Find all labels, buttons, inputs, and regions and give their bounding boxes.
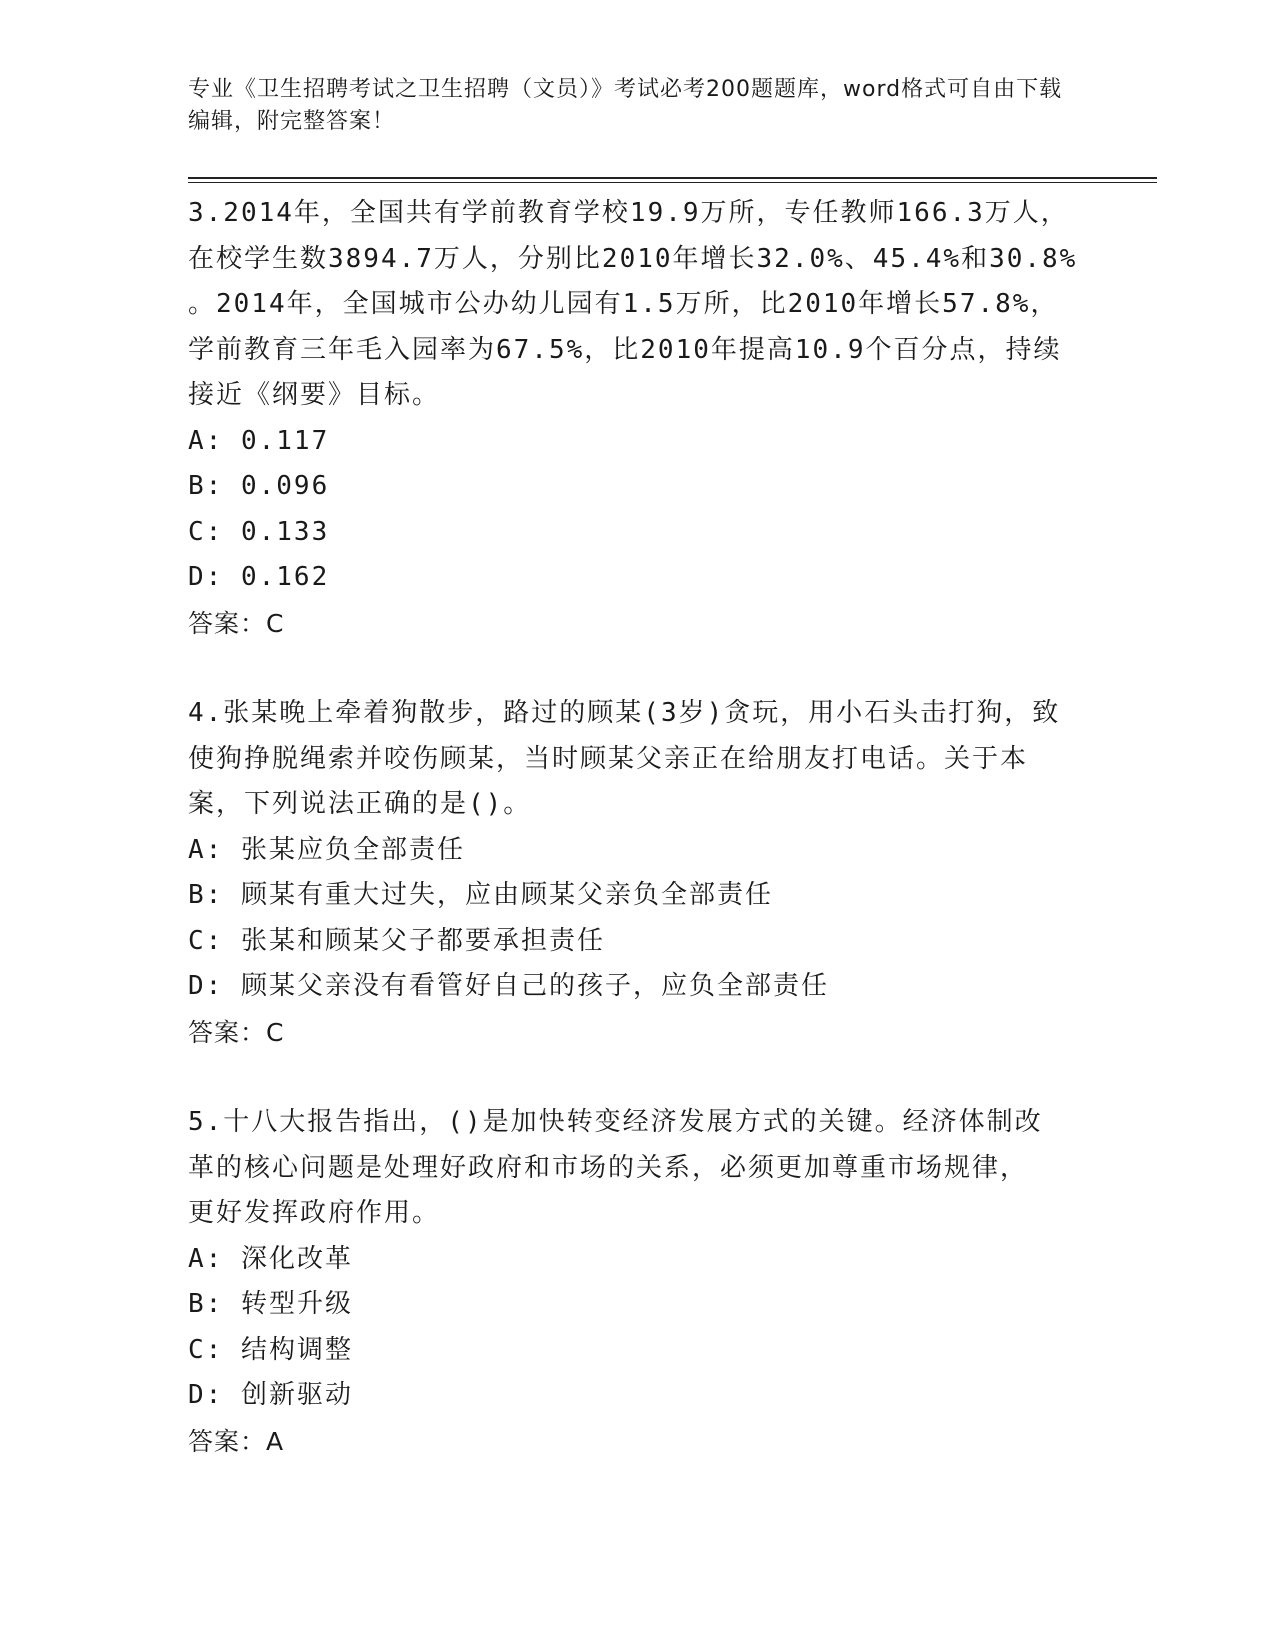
option-d: D: 0.162 bbox=[188, 562, 330, 592]
question-text: 4.张某晚上牵着狗散步，路过的顾某(3岁)贪玩，用小石头击打狗，致 使狗挣脱绳索并咬伤顾某，当时顾某父亲正在给朋友打电话。关于本 案，下列说法正确的是()。 bbox=[188, 698, 1061, 819]
question-list bbox=[188, 191, 1088, 1509]
question-3 bbox=[188, 191, 1088, 646]
answer: 答案：A bbox=[188, 1426, 285, 1456]
option-b: B: 0.096 bbox=[188, 471, 330, 501]
option-b: B: 转型升级 bbox=[188, 1289, 353, 1319]
option-c: C: 0.133 bbox=[188, 516, 330, 547]
option-a: A: 0.117 bbox=[188, 425, 330, 456]
question-text: 3.2014年，全国共有学前教育学校19.9万所，专任教师166.3万人， 在校学生数3894.7万人，分别比2010年增长32.0%、45.4%和30.8% 。2014年，全国城市公办幼儿园有1.5万所，比2010年增长57.8%， 学前教育三年毛入园率为67.5%，比2010年提高10.9个百分点，持续 接近《纲要》目标。 bbox=[188, 198, 1078, 410]
option-c: C: 结构调整 bbox=[188, 1334, 353, 1365]
option-a: A: 张某应负全部责任 bbox=[188, 834, 465, 865]
question-5 bbox=[188, 1100, 1088, 1464]
option-d: D: 创新驱动 bbox=[188, 1380, 353, 1410]
answer: 答案：C bbox=[188, 1017, 285, 1047]
option-a: A: 深化改革 bbox=[188, 1243, 353, 1274]
header-divider-thin bbox=[188, 182, 1157, 183]
option-d: D: 顾某父亲没有看管好自己的孩子，应负全部责任 bbox=[188, 971, 829, 1001]
question-4 bbox=[188, 691, 1088, 1055]
question-text: 5.十八大报告指出，()是加快转变经济发展方式的关键。经济体制改 革的核心问题是处理好政府和市场的关系，必须更加尊重市场规律， 更好发挥政府作用。 bbox=[188, 1107, 1043, 1228]
header-divider bbox=[188, 177, 1157, 179]
answer: 答案：C bbox=[188, 608, 285, 638]
document-header: 专业《卫生招聘考试之卫生招聘（文员）》考试必考200题题库，word格式可自由下载编辑，附完整答案！ bbox=[188, 77, 1063, 134]
option-b: B: 顾某有重大过失，应由顾某父亲负全部责任 bbox=[188, 880, 773, 910]
option-c: C: 张某和顾某父子都要承担责任 bbox=[188, 925, 605, 956]
